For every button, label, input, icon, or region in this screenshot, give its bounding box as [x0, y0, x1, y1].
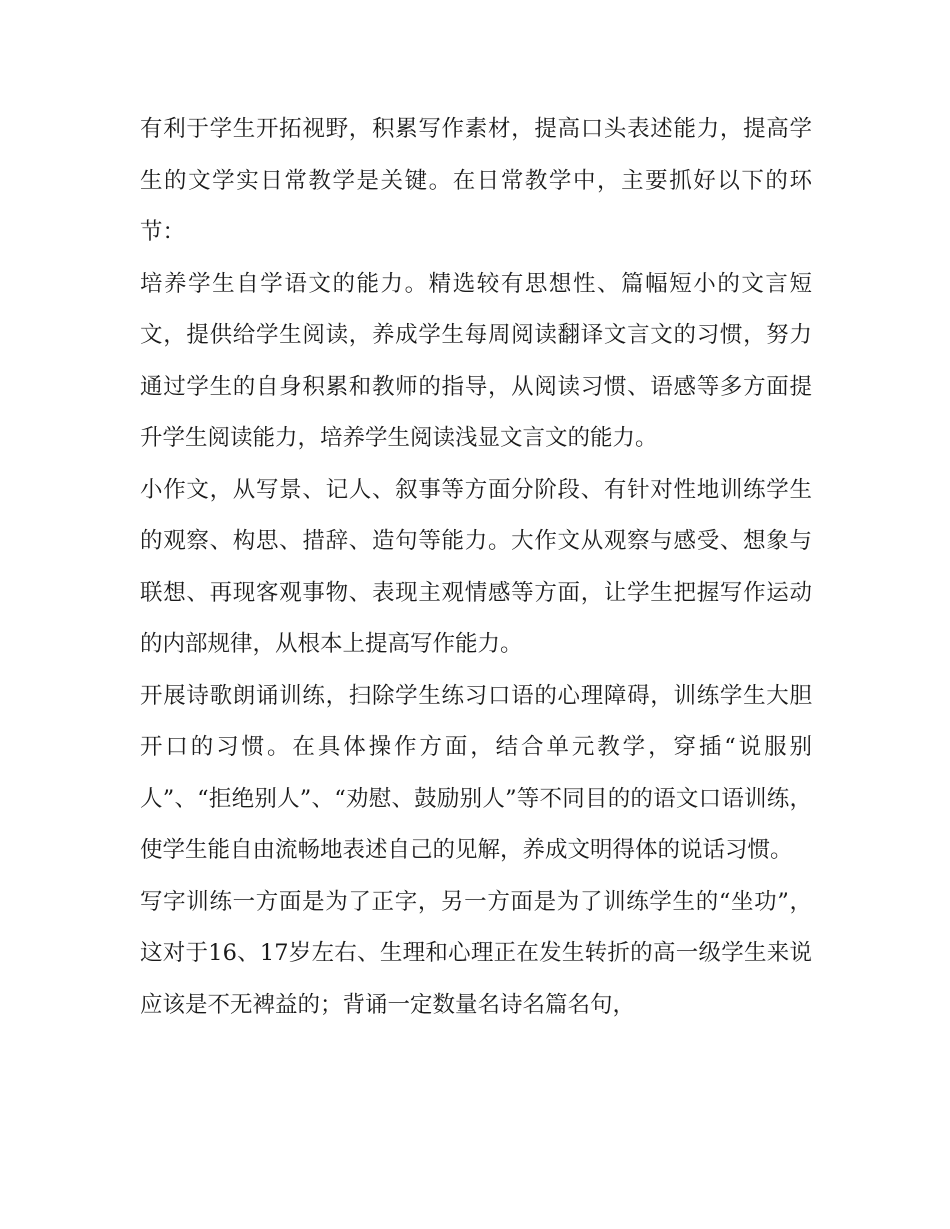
paragraph-5: 写字训练一方面是为了正字，另一方面是为了训练学生的“坐功”，这对于16、17岁左右、生理和心理正在发生转折的高一级学生来说应该是不无裨益的；背诵一定数量名诗名篇名句，	[140, 888, 812, 1018]
paragraph-1: 有利于学生开拓视野，积累写作素材，提高口头表述能力，提高学生的文学实日常教学是关键。在日常教学中，主要抓好以下的环节：	[140, 116, 812, 245]
paragraph-4: 开展诗歌朗诵训练，扫除学生练习口语的心理障碍，训练学生大胆开口的习惯。在具体操作方面，结合单元教学，穿插“说服别人”、“拒绝别人”、“劝慰、鼓励别人”等不同目的的语文口语训练，使学生能自由流畅地表述自己的见解，养成文明得体的说话习惯。	[140, 682, 812, 863]
paragraph-3: 小作文，从写景、记人、叙事等方面分阶段、有针对性地训练学生的观察、构思、措辞、造句等能力。大作文从观察与感受、想象与联想、再现客观事物、表现主观情感等方面，让学生把握写作运动的内部规律，从根本上提高写作能力。	[140, 476, 812, 657]
paragraph-2: 培养学生自学语文的能力。精选较有思想性、篇幅短小的文言短文，提供给学生阅读，养成学生每周阅读翻译文言文的习惯，努力通过学生的自身积累和教师的指导，从阅读习惯、语感等多方面提升学生阅读能力，培养学生阅读浅显文言文的能力。	[140, 270, 812, 451]
document-body	[140, 104, 812, 1031]
